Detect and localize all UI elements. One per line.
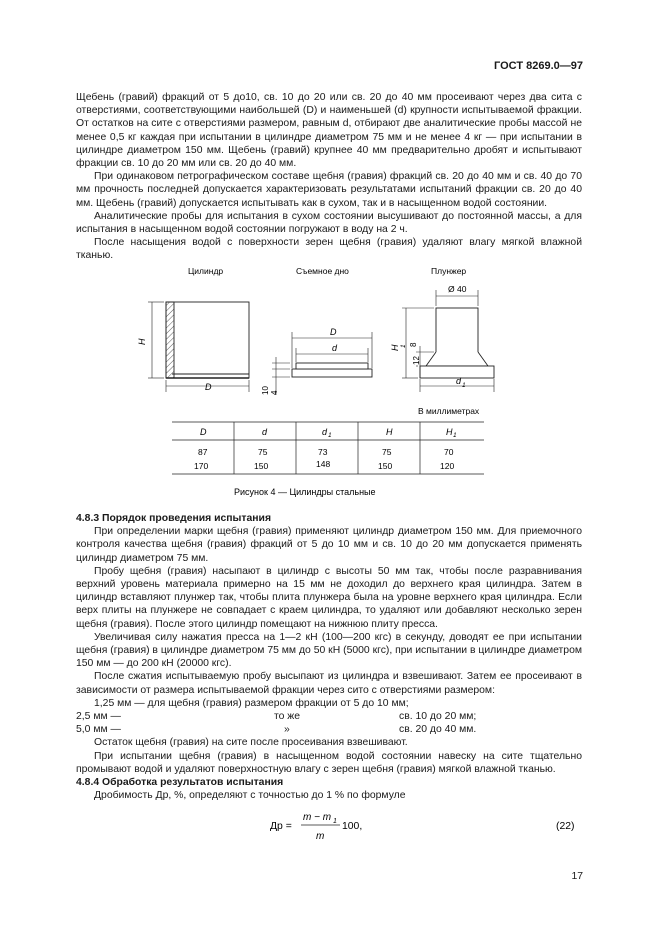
intro-section	[76, 91, 582, 263]
paragraph: После насыщения водой с поверхности зерен щебня (гравия) удаляют влагу мягкой влажной тканью.	[76, 237, 582, 262]
list-size: 2,5 мм —	[76, 711, 121, 723]
table-header-d1: d	[322, 427, 328, 437]
formula-factor: 100,	[342, 821, 363, 832]
dim-D-bottom: D	[330, 327, 337, 337]
paragraph: Увеличивая силу нажатия пресса на 1—2 кН (100—200 кгс) в секунду, доводят ее при испытании щебня (гравия) в цилиндре диаметром 75 мм до 50 кН (5000 кгс), при испытании в цилиндре диаметром 150 мм — до 200 кН (20000 кгс).	[76, 631, 582, 670]
list-item	[76, 710, 582, 723]
paragraph: Дробимость Др, %, определяют с точностью до 1 % по формуле	[94, 790, 406, 802]
label-plunger: Плунжер	[431, 266, 467, 276]
paragraph: При одинаковом петрографическом составе щебня (гравия) фракций св. 20 до 40 мм и св. 40 до 70 мм прочность последней допускается характеризовать результатами испытаний фракции св. 20 до 40 мм. Щебень (гравий) допускается испытывать как в сухом, так и в насыщенном водой состоянии.	[76, 171, 582, 209]
table-header-d1-subscript: 1	[328, 432, 332, 439]
dim-H1-subscript: 1	[400, 344, 407, 348]
dim-4: 4	[270, 390, 279, 395]
table-header-H1: H	[446, 427, 453, 437]
dim-d-bottom: d	[332, 343, 338, 353]
table-cell: 73	[318, 447, 328, 457]
formula-number: (22)	[556, 821, 575, 832]
table-header-d: d	[262, 427, 268, 437]
table-header-D: D	[200, 427, 207, 437]
label-cylinder: Цилиндр	[188, 266, 224, 276]
list-ditto: »	[284, 724, 290, 736]
table-cell: 150	[378, 461, 393, 471]
list-item	[76, 723, 582, 736]
list-range: св. 20 до 40 мм.	[399, 724, 477, 736]
formula-denominator: m	[316, 831, 325, 842]
formula-lhs: Др =	[270, 821, 292, 832]
dim-H1: H	[390, 344, 400, 351]
formula-22	[0, 808, 661, 848]
list-ditto: то же	[274, 711, 301, 723]
dim-d1-subscript: 1	[462, 382, 466, 389]
section-heading: 4.8.3 Порядок проведения испытания	[76, 513, 272, 524]
plunger-drawing	[402, 290, 494, 392]
figure-drawing	[0, 262, 661, 507]
figure-caption: Рисунок 4 — Цилиндры стальные	[234, 487, 376, 497]
formula-numerator: m − m	[303, 812, 332, 823]
table-cell: 120	[440, 461, 455, 471]
section-heading: 4.8.4 Обработка результатов испытания	[76, 777, 284, 789]
paragraph: Остаток щебня (гравия) на сите после просеивания взвешивают.	[94, 737, 408, 749]
paragraph: Пробу щебня (гравия) насыпают в цилиндр с высоты 50 мм так, чтобы после разравнивания верхний уровень материала примерно на 15 мм не доходил до верхнего края цилиндра. Затем в цилиндр вставляют плунжер так, чтобы плита плунжера была на уровне верхнего края цилиндра. Если верх плиты на плунжере не совпадает с краем цилиндра, то удаляют или добавляют несколько зерен щебня (гравия). После этого цилиндр помещают на нижнюю плиту пресса.	[76, 565, 582, 630]
paragraph: При определении марки щебня (гравия) применяют цилиндр диаметром 150 мм. Для приемочного контроля качества щебня (гравия) фракций от 5 до 10 мм и св. 10 до 20 мм допускается применять цилиндр диаметром 75 мм.	[76, 526, 582, 564]
list-item: 1,25 мм — для щебня (гравия) размером фракции от 5 до 10 мм;	[94, 697, 409, 709]
table-cell: 75	[258, 447, 268, 457]
removable-bottom-drawing	[272, 332, 372, 395]
paragraph: После сжатия испытываемую пробу высыпают из цилиндра и взвешивают. Затем ее просеивают в зависимости от размера испытываемой фракции через сито с отверстиями размером:	[76, 671, 582, 696]
table-cell: 75	[382, 447, 392, 457]
dim-H: H	[137, 338, 147, 345]
table-cell: 170	[194, 461, 209, 471]
dim-D-cylinder: D	[205, 382, 212, 392]
formula-drawing	[0, 808, 661, 848]
paragraph: Аналитические пробы для испытания в сухом состоянии высушивают до постоянной массы, а для испытания в насыщенном водой состоянии погружают в воду на 2 ч.	[76, 210, 582, 236]
paragraph: При испытании щебня (гравия) в насыщенном водой состоянии навеску на сите тщательно промывают водой и удаляют поверхностную влагу с зерен щебня (гравия) мягкой влажной тканью.	[76, 750, 582, 775]
table-header-H: H	[386, 427, 393, 437]
dim-8: 8	[409, 342, 418, 347]
formula-numerator-subscript: 1	[333, 818, 337, 825]
table-cell: 150	[254, 461, 269, 471]
cylinder-drawing	[148, 302, 249, 392]
section-4-8-3	[76, 512, 582, 802]
table-cell: 87	[198, 447, 208, 457]
figure-4	[0, 262, 661, 507]
document-code: ГОСТ 8269.0—97	[494, 60, 583, 72]
label-removable-bottom: Съемное дно	[296, 266, 349, 276]
paragraph: Щебень (гравий) фракций от 5 до10, св. 10 до 20 или св. 20 до 40 мм просеивают через два сита с отверстиями, соответствующими наибольшей (D) и наименьшей (d) крупности испытываемой фракции. От остатков на сите с отверстиями размером, равным d, отбирают две аналитические пробы массой не менее 0,5 кг каждая при испытании в цилиндре диаметром 75 мм и не менее 4 кг — при испытании в цилиндре диаметром 150 мм. Щебень (гравий) крупнее 40 мм предварительно дробят и испытывают фракции св. 10 до 20 мм или св. 20 до 40 мм.	[76, 92, 582, 170]
dim-12: 12	[412, 356, 421, 365]
dim-10: 10	[261, 386, 270, 395]
dim-phi40: Ø 40	[448, 284, 467, 294]
list-range: св. 10 до 20 мм;	[399, 711, 477, 723]
dim-d1: d	[456, 376, 462, 386]
units-label: В миллиметрах	[418, 406, 480, 416]
table-header-H1-subscript: 1	[453, 432, 457, 439]
table-cell: 70	[444, 447, 454, 457]
list-size: 5,0 мм —	[76, 724, 121, 736]
page-number: 17	[571, 871, 583, 882]
table-cell: 148	[316, 459, 331, 469]
